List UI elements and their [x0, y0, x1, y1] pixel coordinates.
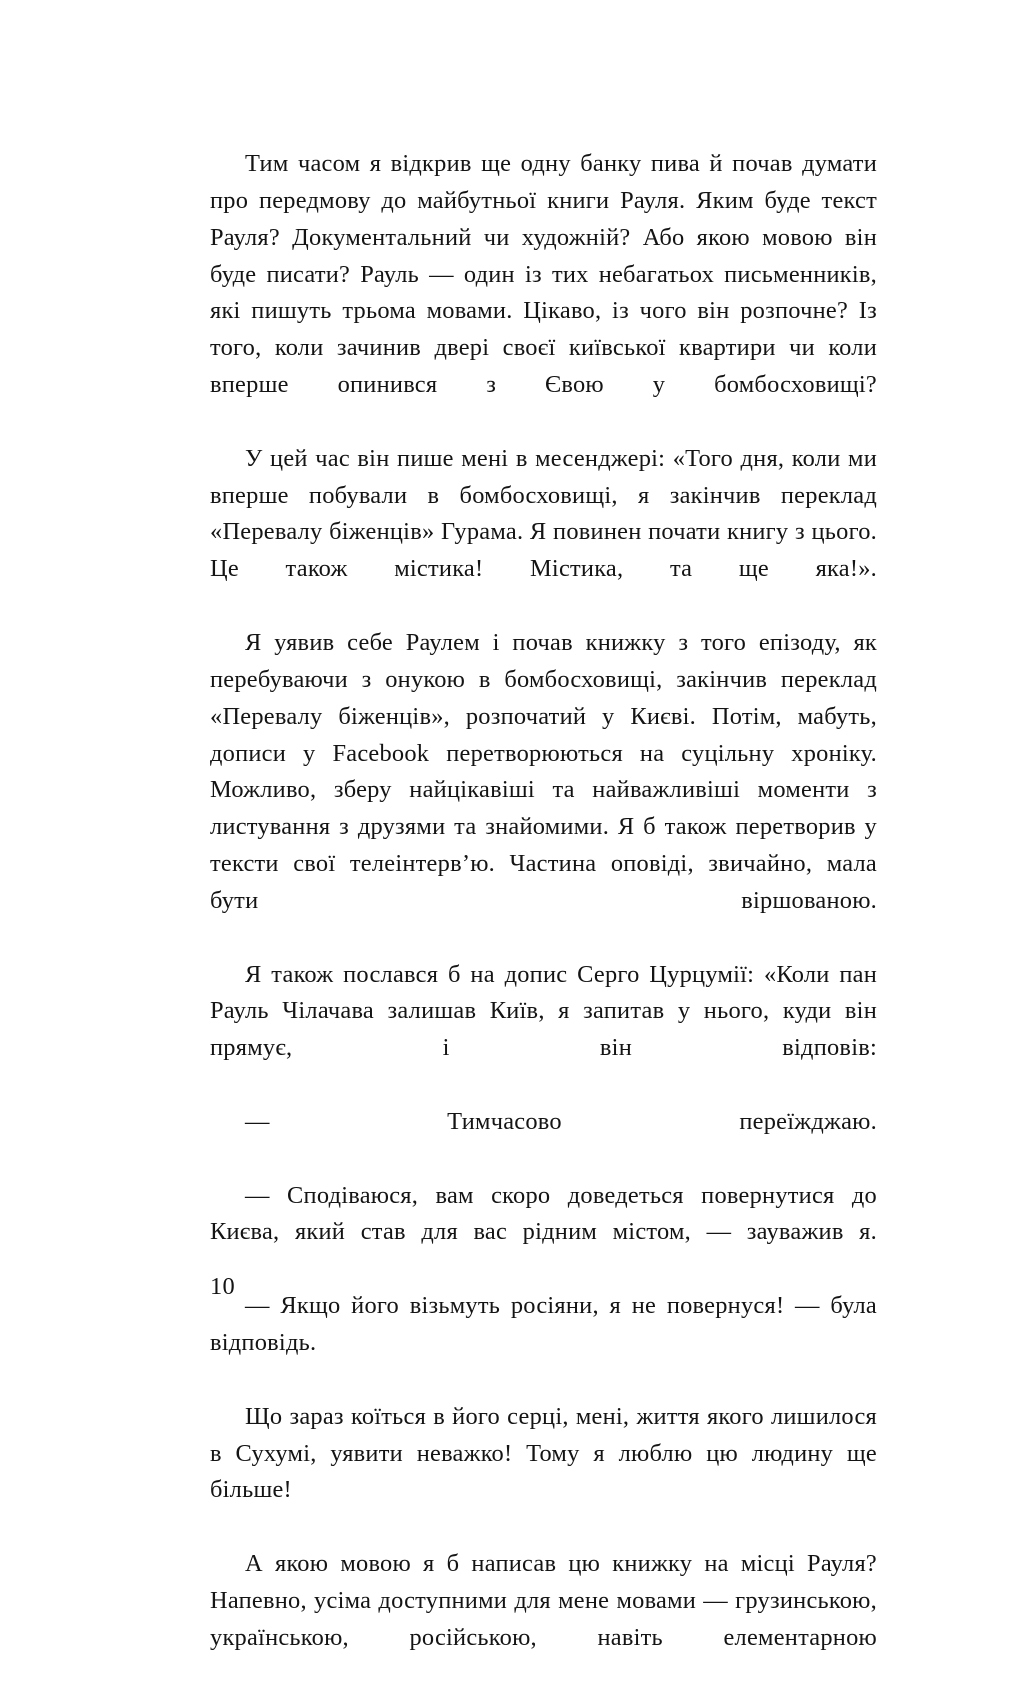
page-number: 10	[210, 1273, 235, 1300]
paragraph: Я також послався б на допис Серго Цурцумії: «Коли пан Рауль Чілачава залишав Київ, я запитав у нього, куди він прямує, і він відповів:	[210, 960, 877, 1062]
dialogue-line: — Сподіваюся, вам скоро доведеться повернутися до Києва, який став для вас рідним містом, — зауважив я.	[210, 1181, 877, 1246]
page-text-block	[210, 146, 877, 1693]
paragraph: У цей час він пише мені в месенджері: «Того дня, коли ми вперше побували в бомбосховищі, я закінчив переклад «Перевалу біженців» Гурама. Я повинен почати книгу з цього. Це також містика! Містика, та ще яка!».	[210, 444, 877, 583]
paragraph: А якою мовою я б написав цю книжку на місці Рауля? Напевно, усіма доступними для мене мовами — грузинською, українською, російською, навіть елементарною	[210, 1550, 877, 1651]
paragraph: Я уявив себе Раулем і почав книжку з того епізоду, як перебуваючи з онукою в бомбосховищі, закінчив переклад «Перевалу біженців», розпочатий у Києві. Потім, мабуть, дописи у Facebook перетворюються на суцільну хроніку. Можливо, зберу найцікавіші та найважливіші моменти з листування з друзями та знайомими. Я б також перетворив у тексти свої телеінтерв’ю. Частина оповіді, звичайно, мала бути віршованою.	[210, 628, 877, 914]
dialogue-line: — Тимчасово переїжджаю.	[245, 1107, 877, 1135]
paragraph: Тим часом я відкрив ще одну банку пива й почав думати про передмову до майбутньої книги Рауля. Яким буде текст Рауля? Документальний чи художній? Або якою мовою він буде писати? Рауль — один із тих небагатьох письменників, які пишуть трьома мовами. Цікаво, із чого він розпочне? Із того, коли зачинив двері своєї київської квартири чи коли вперше опинився з Євою у бомбосховищі?	[210, 150, 877, 399]
paragraph: Що зараз коїться в його серці, мені, життя якого лишилося в Сухумі, уявити неважко! Тому я люблю цю людину ще більше!	[210, 1402, 877, 1504]
dialogue-line: — Якщо його візьмуть росіяни, я не повернуся! — була відповідь.	[210, 1292, 877, 1356]
